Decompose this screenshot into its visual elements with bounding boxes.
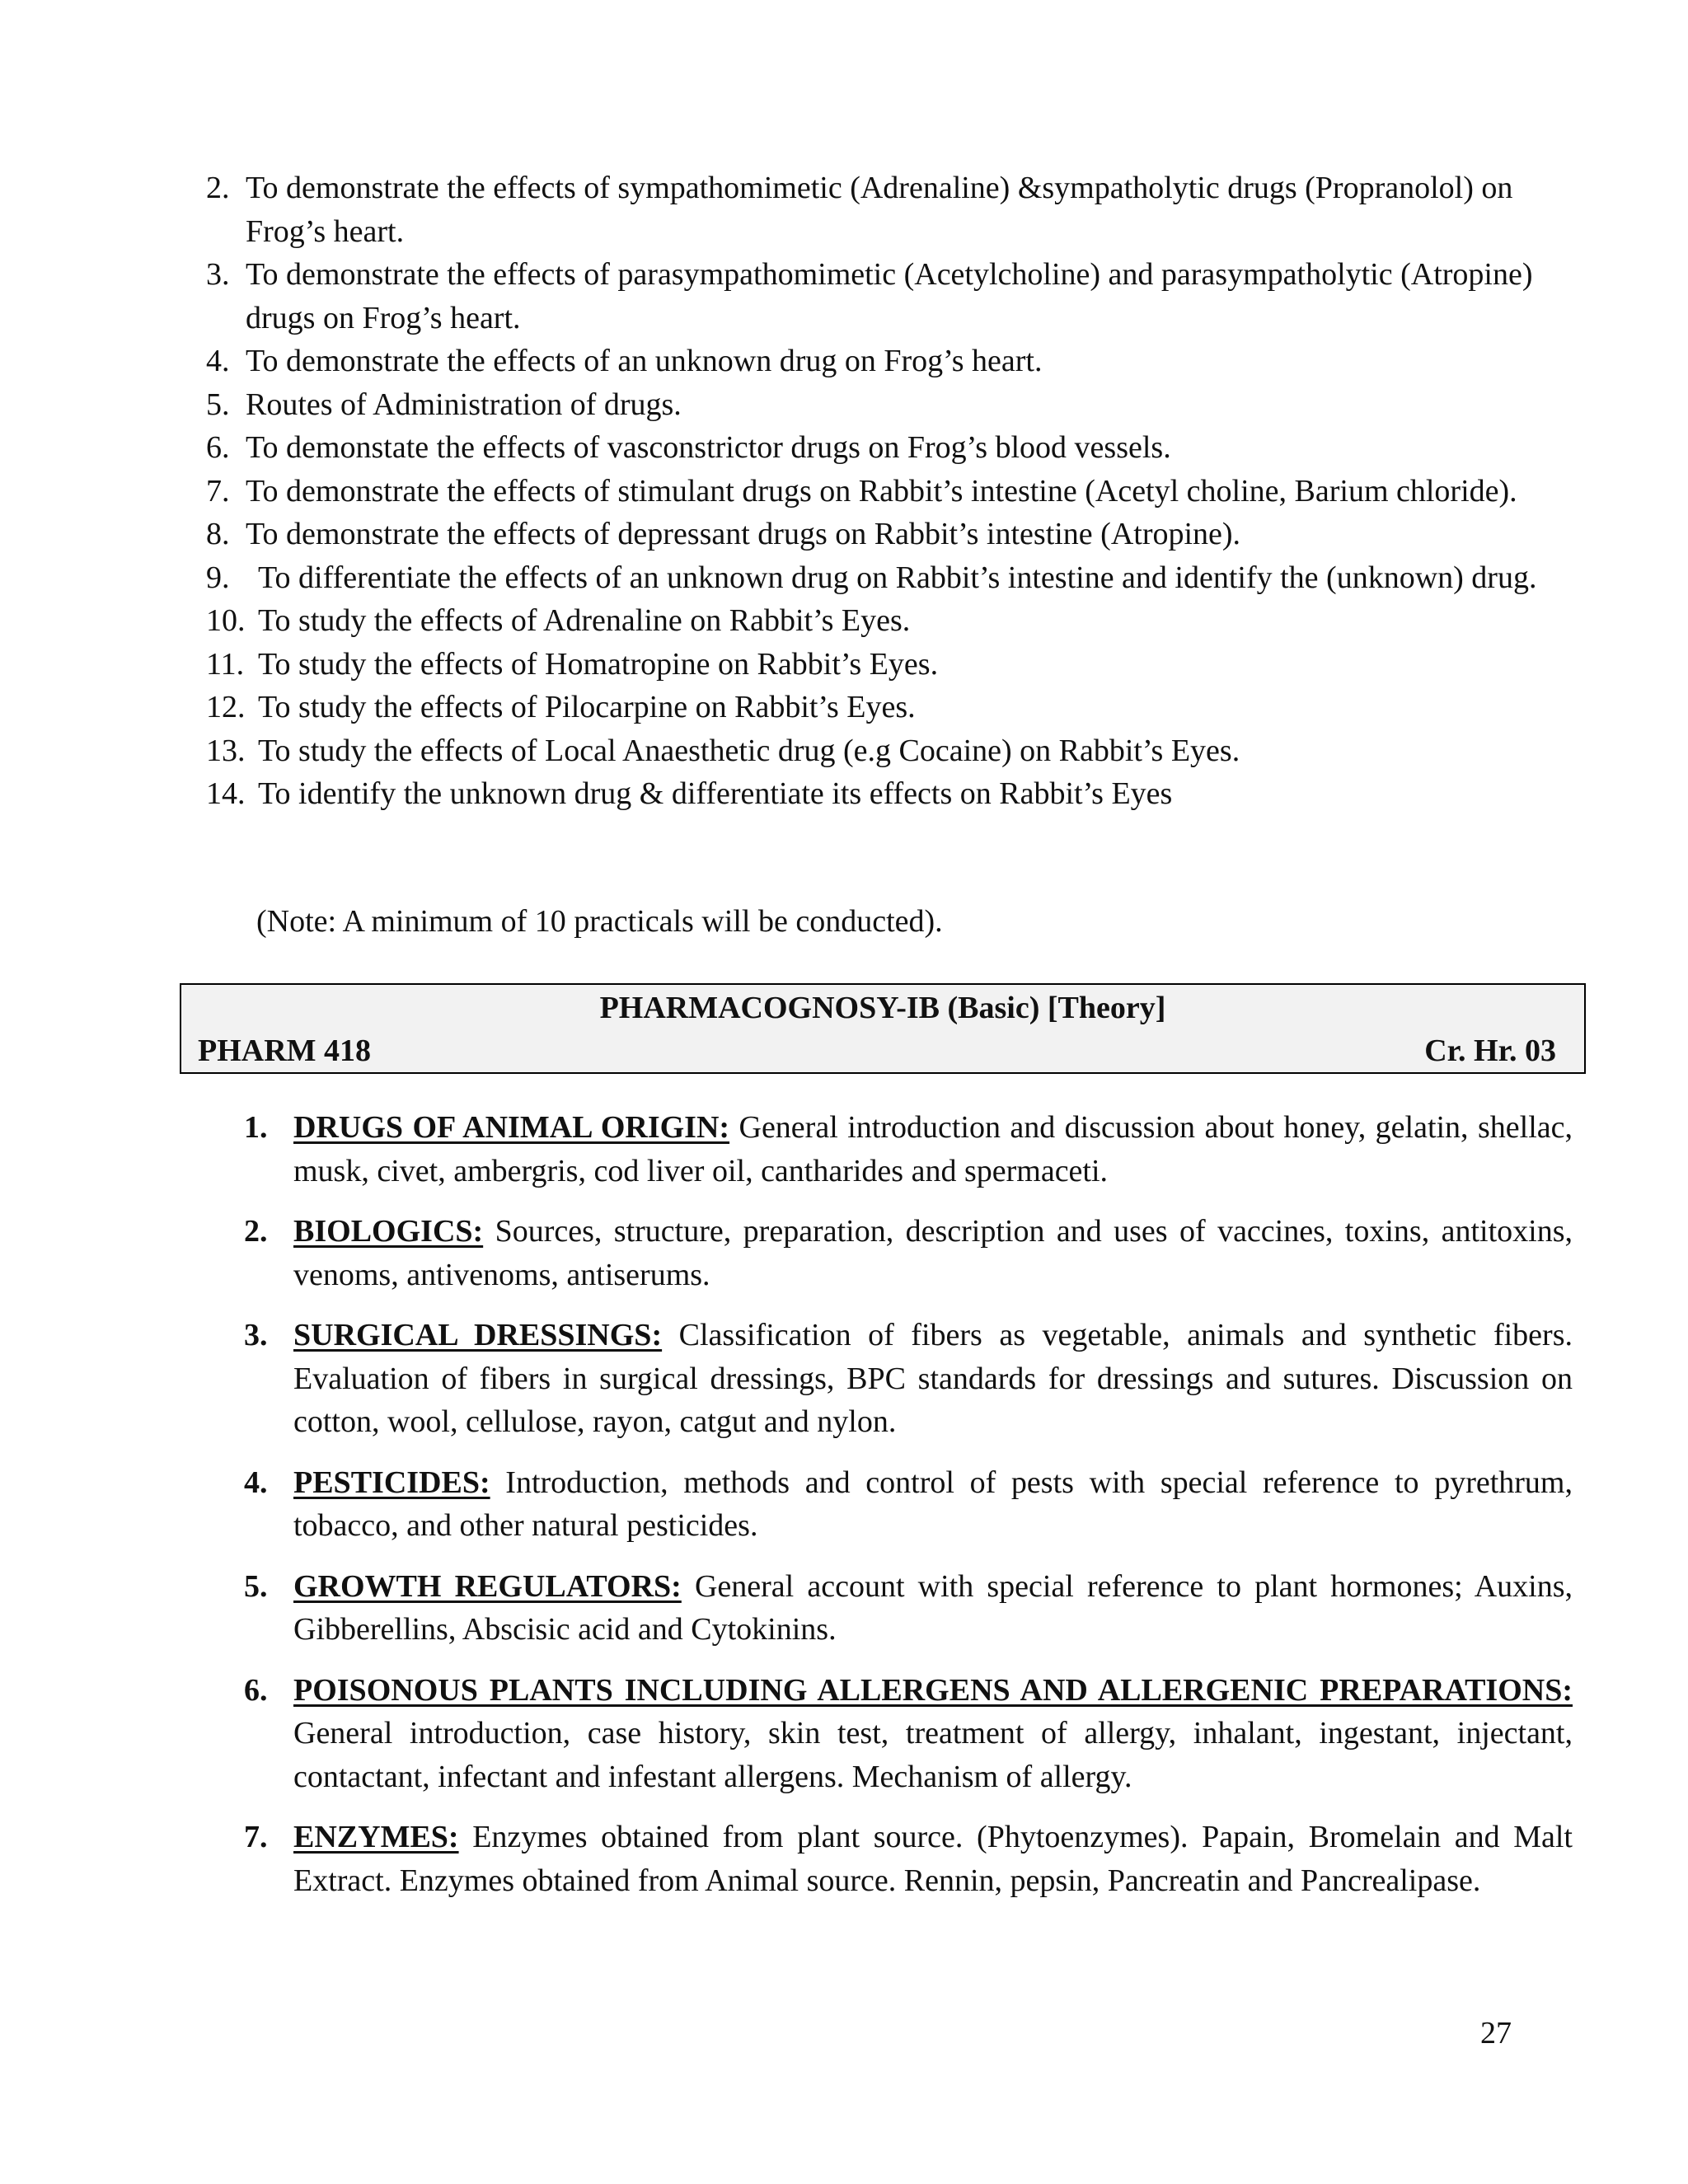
list-item-number: 14. — [206, 776, 246, 811]
topic-item — [244, 1210, 1573, 1296]
topic-text: General account with special reference to plant hormones; Auxins, Gibberellins, Abscisic acid and Cytokinins. — [293, 1568, 1573, 1647]
topic-number: 1. — [244, 1110, 268, 1145]
list-item — [206, 253, 1574, 340]
list-item-number: 12. — [206, 690, 246, 724]
list-item-text: To differentiate the effects of an unknown drug on Rabbit’s intestine and identify the (unknown) drug. — [258, 560, 1537, 595]
topic-item — [244, 1669, 1573, 1799]
topic-text: General introduction and discussion about honey, gelatin, shellac, musk, civet, ambergris, cod liver oil, cantharides and spermaceti. — [293, 1110, 1573, 1188]
practicals-list — [206, 166, 1574, 816]
list-item — [206, 340, 1574, 383]
topic-heading: PESTICIDES: — [293, 1465, 490, 1500]
list-item — [206, 470, 1574, 513]
list-item-text: To study the effects of Pilocarpine on Rabbit’s Eyes. — [258, 690, 916, 724]
list-item — [206, 729, 1574, 773]
topic-heading: GROWTH REGULATORS: — [293, 1568, 682, 1604]
list-item — [206, 643, 1574, 687]
topic-item — [244, 1314, 1573, 1444]
list-item-text: To identify the unknown drug & differentiate its effects on Rabbit’s Eyes — [258, 776, 1173, 811]
list-item-text: To study the effects of Homatropine on Rabbit’s Eyes. — [258, 646, 939, 682]
list-item — [206, 556, 1574, 600]
list-item-number: 5. — [206, 387, 230, 422]
list-item — [206, 772, 1574, 816]
topic-heading: ENZYMES: — [293, 1820, 459, 1854]
list-item-number: 11. — [206, 646, 245, 682]
topic-text: Introduction, methods and control of pests with special reference to pyrethrum, tobacco, and other natural pesticides. — [293, 1465, 1573, 1543]
topic-number: 4. — [244, 1465, 268, 1500]
list-item-text: To demonstrate the effects of an unknown drug on Frog’s heart. — [246, 344, 1043, 378]
course-credit-hours: Cr. Hr. 03 — [1424, 1033, 1556, 1068]
list-item-text: To demonstrate the effects of parasympathomimetic (Acetylcholine) and parasympatholytic (Atropine) drugs on Frog’s heart. — [246, 257, 1533, 335]
topic-text: General introduction, case history, skin test, treatment of allergy, inhalant, ingestant, injectant, contactant, infectant and infestant allergens. Mechanism of allergy. — [293, 1716, 1573, 1794]
course-header-box — [180, 983, 1586, 1074]
course-code: PHARM 418 — [198, 1033, 372, 1068]
list-item — [206, 426, 1574, 470]
topic-number: 6. — [244, 1672, 268, 1708]
course-title: PHARMACOGNOSY-IB (Basic) [Theory] — [599, 991, 1166, 1025]
list-item-number: 2. — [206, 171, 230, 205]
list-item-text: To demonstrate the effects of depressant drugs on Rabbit’s intestine (Atropine). — [246, 517, 1241, 551]
list-item-number: 7. — [206, 473, 230, 509]
topic-item — [244, 1461, 1573, 1548]
practicals-note: (Note: A minimum of 10 practicals will be conducted). — [256, 904, 943, 939]
list-item-text: To demonstate the effects of vasconstrictor drugs on Frog’s blood vessels. — [246, 430, 1171, 465]
list-item — [206, 513, 1574, 556]
page-number: 27 — [1480, 2016, 1512, 2050]
list-item — [206, 599, 1574, 643]
topic-number: 7. — [244, 1820, 268, 1854]
list-item-number: 4. — [206, 344, 230, 378]
topic-text: Enzymes obtained from plant source. (Phytoenzymes). Papain, Bromelain and Malt Extract. Enzymes obtained from Animal source. Rennin, pepsin, Pancreatin and Pancrealipase. — [293, 1820, 1573, 1898]
list-item-text: To demonstrate the effects of stimulant drugs on Rabbit’s intestine (Acetyl choline, Barium chloride). — [246, 473, 1517, 509]
topic-heading: BIOLOGICS: — [293, 1214, 484, 1249]
list-item — [206, 383, 1574, 427]
topic-heading: POISONOUS PLANTS INCLUDING ALLERGENS AND ALLERGENIC PREPARATIONS: — [293, 1672, 1573, 1708]
topic-item — [244, 1106, 1573, 1193]
list-item — [206, 686, 1574, 729]
list-item-text: To study the effects of Adrenaline on Rabbit’s Eyes. — [258, 603, 911, 638]
list-item-number: 10. — [206, 603, 246, 638]
topic-number: 3. — [244, 1318, 268, 1352]
list-item-text: To study the effects of Local Anaesthetic drug (e.g Cocaine) on Rabbit’s Eyes. — [258, 733, 1240, 768]
list-item-number: 13. — [206, 733, 246, 768]
list-item — [206, 166, 1574, 253]
topic-heading: SURGICAL DRESSINGS: — [293, 1318, 663, 1352]
list-item-number: 3. — [206, 257, 230, 292]
topic-text: Classification of fibers as vegetable, animals and synthetic fibers. Evaluation of fibers in surgical dressings, BPC standards for dressings and sutures. Discussion on cotton, wool, cellulose, rayon, catgut and nylon. — [293, 1318, 1573, 1439]
topic-text: Sources, structure, preparation, description and uses of vaccines, toxins, antitoxins, venoms, antivenoms, antiserums. — [293, 1214, 1573, 1292]
topic-number: 2. — [244, 1214, 268, 1249]
list-item-text: To demonstrate the effects of sympathomimetic (Adrenaline) &sympatholytic drugs (Propranolol) on Frog’s heart. — [246, 171, 1513, 249]
list-item-text: Routes of Administration of drugs. — [246, 387, 682, 422]
list-item-number: 6. — [206, 430, 230, 465]
topic-number: 5. — [244, 1568, 268, 1604]
list-item-number: 8. — [206, 517, 230, 551]
list-item-number: 9. — [206, 560, 230, 595]
topic-item — [244, 1816, 1573, 1902]
topic-heading: DRUGS OF ANIMAL ORIGIN: — [293, 1110, 730, 1145]
topic-item — [244, 1565, 1573, 1652]
topics-list — [244, 1106, 1573, 1919]
